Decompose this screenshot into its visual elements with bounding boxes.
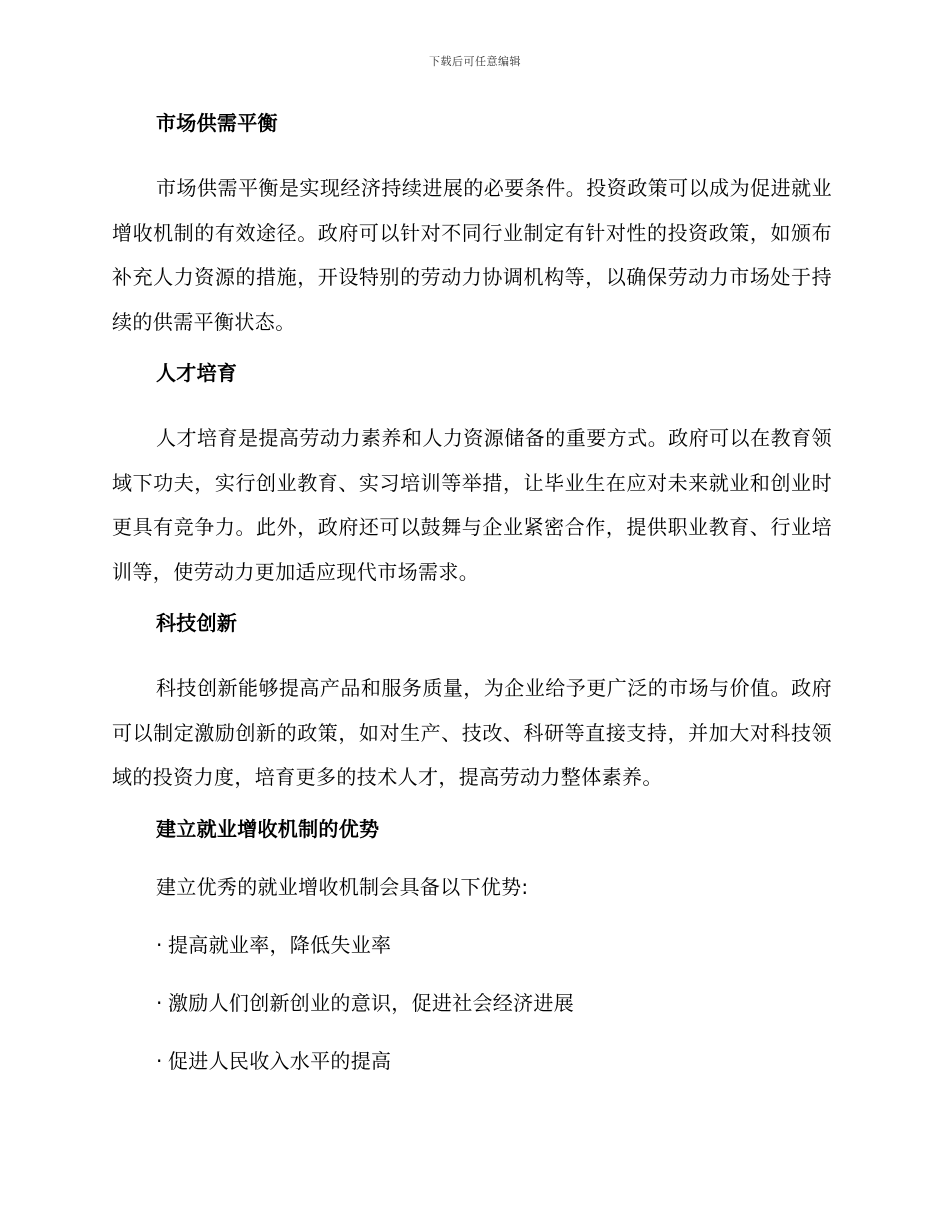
bullet-text: 提高就业率，降低失业率: [168, 932, 392, 957]
advantage-bullet-item: [156, 930, 832, 960]
bullet-dot-icon: ·: [156, 1048, 163, 1073]
advantage-bullet-item: [156, 988, 832, 1018]
section-heading-tech-innovation: 科技创新: [156, 611, 238, 635]
bullet-dot-icon: ·: [156, 990, 163, 1015]
section-paragraph-market-balance: 市场供需平衡是实现经济持续进展的必要条件。投资政策可以成为促进就业增收机制的有效途径。政府可以针对不同行业制定有针对性的投资政策，如颁布补充人力资源的措施，开设特别的劳动力协调机构等，以确保劳动力市场处于持续的供需平衡状态。: [112, 176, 832, 334]
bullet-text: 促进人民收入水平的提高: [168, 1048, 392, 1073]
document-body: [112, 108, 832, 1104]
section-heading-talent-cultivation: 人才培育: [156, 361, 238, 385]
section-paragraph-tech-innovation: 科技创新能够提高产品和服务质量，为企业给予更广泛的市场与价值。政府可以制定激励创新的政策，如对生产、技改、科研等直接支持，并加大对科技领域的投资力度，培育更多的技术人才，提高劳动力整体素养。: [112, 676, 832, 789]
bullet-text: 激励人们创新创业的意识，促进社会经济进展: [168, 990, 574, 1015]
bullet-dot-icon: ·: [156, 932, 163, 957]
section-paragraph-talent-cultivation: 人才培育是提高劳动力素养和人力资源储备的重要方式。政府可以在教育领域下功夫，实行创业教育、实习培训等举措，让毕业生在应对未来就业和创业时更具有竞争力。此外，政府还可以鼓舞与企业紧密合作，提供职业教育、行业培训等，使劳动力更加适应现代市场需求。: [112, 426, 832, 584]
section-heading-market-balance: 市场供需平衡: [156, 111, 278, 135]
section-heading-advantages: 建立就业增收机制的优势: [156, 816, 380, 841]
advantages-intro: 建立优秀的就业增收机制会具备以下优势:: [156, 874, 529, 899]
page-header: 下载后可任意编辑: [429, 55, 521, 68]
advantage-bullet-item: [156, 1046, 832, 1076]
